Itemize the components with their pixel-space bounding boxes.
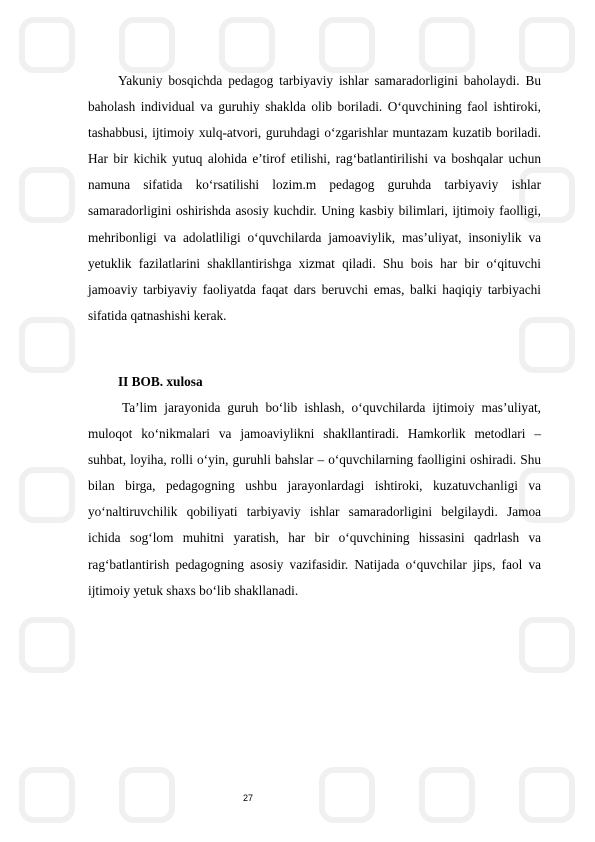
section-heading: II BOB. xulosa [118, 373, 203, 389]
body-paragraph-2: Ta’lim jarayonida guruh bo‘lib ishlash, o‘quvchilarda ijtimoiy mas’uliyat, muloqot ko‘nikmalari va jamoaviylikni shakllantiradi. Hamkorlik metodlari – suhbat, loyiha, rolli o‘yin, guruhli bahslar – o‘quvchilarning faolligini oshiradi. Shu bilan birga, pedagogning ushbu jarayonlardagi ishtiroki, kuzatuvchanligi va yo‘naltiruvchilik qobiliyati tarbiyaviy ishlar samaradorligini belgilaydi. Jamoa ichida sog‘lom muhitni yaratish, har bir o‘quvchining hissasini qadrlash va rag‘batlantirish pedagogning asosiy vazifasidir. Natijada o‘quvchilar jips, faol va ijtimoiy yetuk shaxs bo‘lib shakllanadi. [88, 399, 541, 598]
body-paragraph-1: Yakuniy bosqichda pedagog tarbiyaviy ishlar samaradorligini baholaydi. Bu baholash individual va guruhiy shaklda olib boriladi. O‘quvchining faol ishtiroki, tashabbusi, ijtimoiy xulq-atvori, guruhdagi o‘zgarishlar muntazam kuzatib boriladi. Har bir kichik yutuq alohida e’tirof etilishi, rag‘batlantirilishi va boshqalar uchun namuna sifatida ko‘rsatilishi lozim.m pedagog guruhda tarbiyaviy ishlar samaradorligini oshirishda asosiy kuchdir. Uning kasbiy bilimlari, ijtimoiy faolligi, mehribonligi va adolatliligi o‘quvchilarda jamoaviylik, mas’uliyat, insoniylik va yetuklik fazilatlarini shakllantirishga xizmat qiladi. Shu bois har bir o‘qituvchi jamoaviy tarbiyaviy faoliyatda faqat dars beruvchi emas, balki haqiqiy tarbiyachi sifatida qatnashishi kerak. [88, 73, 541, 323]
page-number: 27 [243, 793, 254, 803]
page-content [88, 68, 541, 604]
